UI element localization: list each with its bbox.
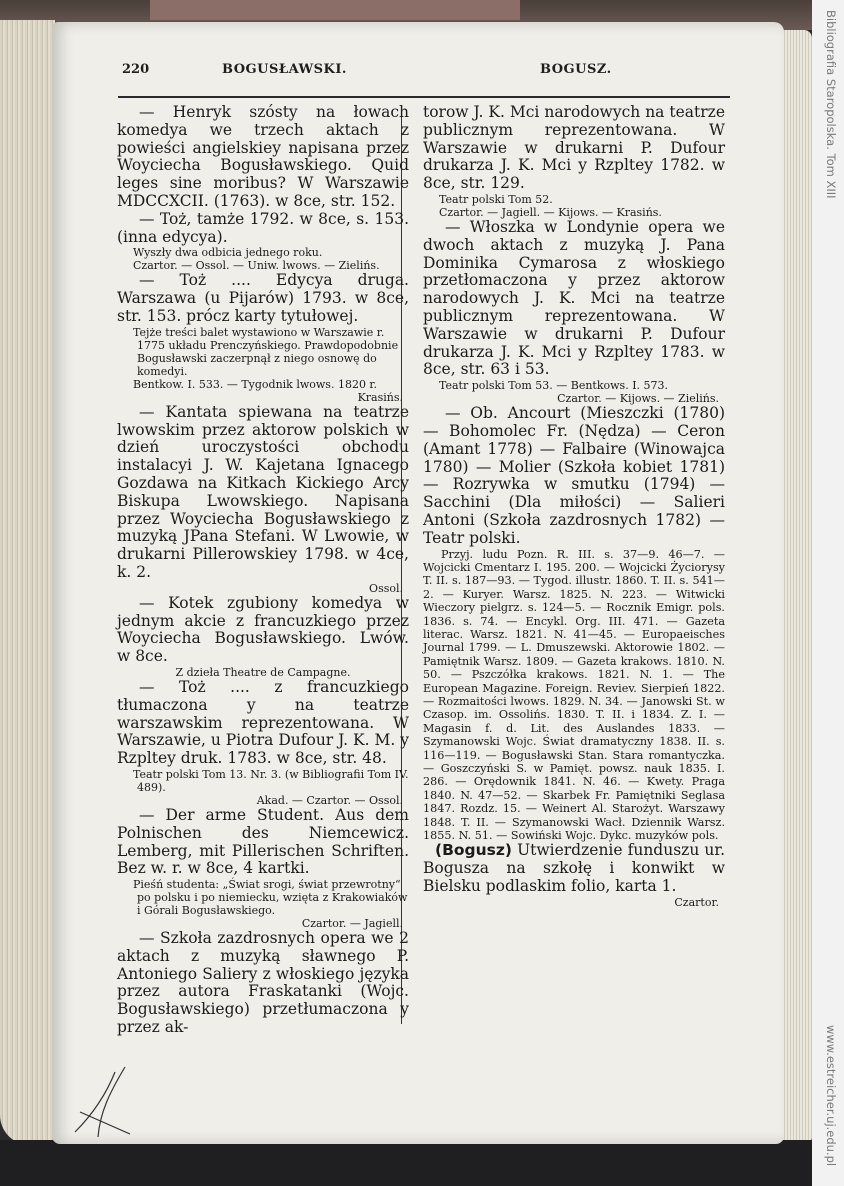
holdings: Ossol.: [369, 581, 403, 595]
holdings: Akad. — Czartor. — Ossol.: [256, 793, 403, 807]
holdings: Czartor. — Jagiell. — Kijows. — Krasińs.: [439, 205, 662, 219]
header-rule: [118, 96, 730, 98]
entry-wloszka: — Włoszka w Londynie opera we dwoch aktach z muzyką J. Pana Dominika Cymarosa z włoskiego przetłomaczona y przez aktorow narodowych J. K. Mci na teatrze publicznym reprezentowana. W Warszawie w drukarni P. Dufour drukarza J. K. Mci y Rzpltey 1783. w 8ce, str. 63 i 53.: [423, 217, 725, 379]
entry-continuation: torow J. K. Mci narodowych na teatrze publicznym reprezentowana. W Warszawie w drukarni P. Dufour drukarza J. K. Mci y Rzpltey 1782. w 8ce, str. 129.: [423, 103, 725, 193]
running-header-right: BOGUSZ.: [540, 62, 612, 77]
running-header-left: BOGUSŁAWSKI.: [222, 62, 347, 77]
entry-kotek: — Kotek zgubiony komedya w jednym akcie z francuzkiego przez Woyciecha Bogusławskiego. Lwów. w 8ce.: [117, 593, 409, 666]
entry-kotek-toz: — Toż .... z francuzkiego tłumaczona y na teatrze warszawskim reprezentowana. W Warszawie, u Piotra Dufour J. K. M. y Rzpltey druk. 1783. w 8ce, str. 48.: [117, 677, 409, 768]
page-number: 220: [122, 62, 150, 77]
reference: Teatr polski Tom 53. — Bentkows. I. 573.: [439, 379, 669, 393]
right-column: [423, 104, 725, 909]
entry-toz-1792: — Toż, tamże 1792. w 8ce, s. 153. (inna edycya).: [117, 209, 409, 246]
reference: Bentkow. I. 533. — Tygodnik lwows. 1820 r.: [133, 377, 377, 391]
reference: Teatr polski Tom 52.: [439, 192, 553, 206]
holdings: Czartor. — Ossol. — Uniw. lwows. — Zielińs.: [133, 259, 380, 273]
book-ribbon: [150, 0, 520, 20]
holdings: Krasińs.: [357, 390, 403, 404]
note: Tejże treści balet wystawiono w Warszawie r. 1775 układu Prenczyńskiego. Prawdopodobnie Bogusławski zaczerpnął z niego osnowę do komedyi.: [133, 325, 399, 378]
holdings: Czartor. — Kijows. — Zielińs.: [557, 392, 719, 406]
holdings: Czartor.: [674, 895, 719, 909]
holdings: Czartor. — Jagiell.: [301, 917, 403, 931]
entry-bogusz: [423, 842, 725, 895]
note: Wyszły dwa odbicia jednego roku.: [133, 246, 323, 260]
entry-henryk: — Henryk szósty na łowach komedya we trzech aktach z powieści angielskiey napisana przez Woyciecha Bogusławskiego. Quid leges sine moribus? W Warszawie MDCCXCII. (1763). w 8ce, str. 152.: [117, 103, 409, 210]
watermark-title: Bibliografia Staropolska. Tom XIII: [824, 10, 838, 199]
scan-background: [0, 1140, 844, 1186]
watermark-url: www.estreicher.uj.edu.pl: [824, 1025, 838, 1167]
note: Pieśń studenta: „Świat srogi, świat przewrotny“ po polsku i po niemiecku, wzięta z Krakowiaków i Górali Bogusławskiego.: [133, 878, 408, 918]
entry-edycya-druga: — Toż .... Edycya druga. Warszawa (u Pijarów) 1793. w 8ce, str. 153. prócz karty tytułowej.: [117, 271, 409, 325]
page-stack-left: [0, 20, 55, 1145]
entry-szkola-zazdrosnych: — Szkoła zazdrosnych opera we 2 aktach z muzyką sławnego P. Antoniego Saliery z włoskiego języka przez autora Fraskatanki (Wojc. Bogusławskiego) przetłumaczona y przez ak-: [117, 929, 409, 1037]
page-stack-right: [782, 30, 812, 1145]
entry-kantata: — Kantata spiewana na teatrze lwowskim przez aktorow polskich w dzień uroczystości obchodu instalacyi J. W. Kajetana Ignacego Gozdawa na Kitkach Kickiego Arcy Biskupa Lwowskiego. Napisana przez Woyciecha Bogusławskiego z muzyką JPana Stefani. W Lwowie, w drukarni Pillerowskiey 1798. w 4ce, k. 2.: [117, 402, 409, 581]
bibliography-references: Przyj. ludu Pozn. R. III. s. 37—9. 46—7. — Wojcicki Cmentarz I. 195. 200. — Wojcicki Życiorysy T. II. s. 187—93. — Tygod. illustr. 1860. T. II. s. 541—2. — Kuryer. Warsz. 1825. N. 223. — Witwicki Wieczory pielgrz. s. 124—5. — Rocznik Emigr. pols. 1836. s. 74. — Encykl. Org. III. 471. — Gazeta literac. Warsz. 1821. N. 41—45. — Europaeisches Journal 1799. — L. Dmuszewski. Aktorowie 1802. — Pamiętnik Warsz. 1809. — Gazeta krakows. 1810. N. 50. — Pszczółka krakows. 1821. N. 1. — The European Magazine. Foreign. Reviev. Sierpień 1822. — Rozmaitości lwows. 1829. N. 34. — Janowski St. w Czasop. im. Ossolińs. 1830. T. II. i 1834. Z. I. — Magasin f. d. Lit. des Auslandes 1833. — Szymanowski Wojc. Świat dramatyczny 1838. II. s. 116—119. — Bogusławski Stan. Stara romantyczka. — Goszczyński S. w Pamięt. powsz. nauk 1835. I. 286. — Orędownik 1841. N. 46. — Kwety. Praga 1840. N. 47—52. — Skarbek Fr. Pamiętniki Seglasa 1847. Rozdz. 15. — Weinert Al. Starożyt. Warszawy 1848. T. II. — Szymanowski Wacł. Dziennik Warsz. 1855. N. 51. — Sowiński Wojc. Dykc. muzyków pols.: [423, 547, 725, 843]
left-column: [117, 104, 409, 1037]
reference: Teatr polski Tom 13. Nr. 3. (w Bibliografii Tom IV. 489).: [133, 767, 409, 794]
entry-arme-student: — Der arme Student. Aus dem Polnischen des Niemcewicz. Lemberg, mit Pillerischen Schriften. Bez w. r. w 8ce, 4 kartki.: [117, 805, 409, 878]
cross-references: — Ob. Ancourt (Mieszczki (1780) — Bohomolec Fr. (Nędza) — Ceron (Amant 1778) — Falbaire (Winowajca 1780) — Molier (Szkoła kobiet 1781) — Rozrywka w smutku (1794) — Sacchini (Dla miłości) — Salieri Antoni (Szkoła zazdrosnych 1782) — Teatr polski.: [423, 404, 725, 547]
pencil-scribble-mark: [70, 1062, 140, 1142]
note: Z dzieła Theatre de Campagne.: [175, 665, 351, 679]
entry-text: Utwierdzenie funduszu ur. Bogusza na szkołę i konwikt w Bielsku podlaskim folio, karta 1.: [423, 841, 725, 896]
entry-heading: (Bogusz): [435, 841, 513, 860]
